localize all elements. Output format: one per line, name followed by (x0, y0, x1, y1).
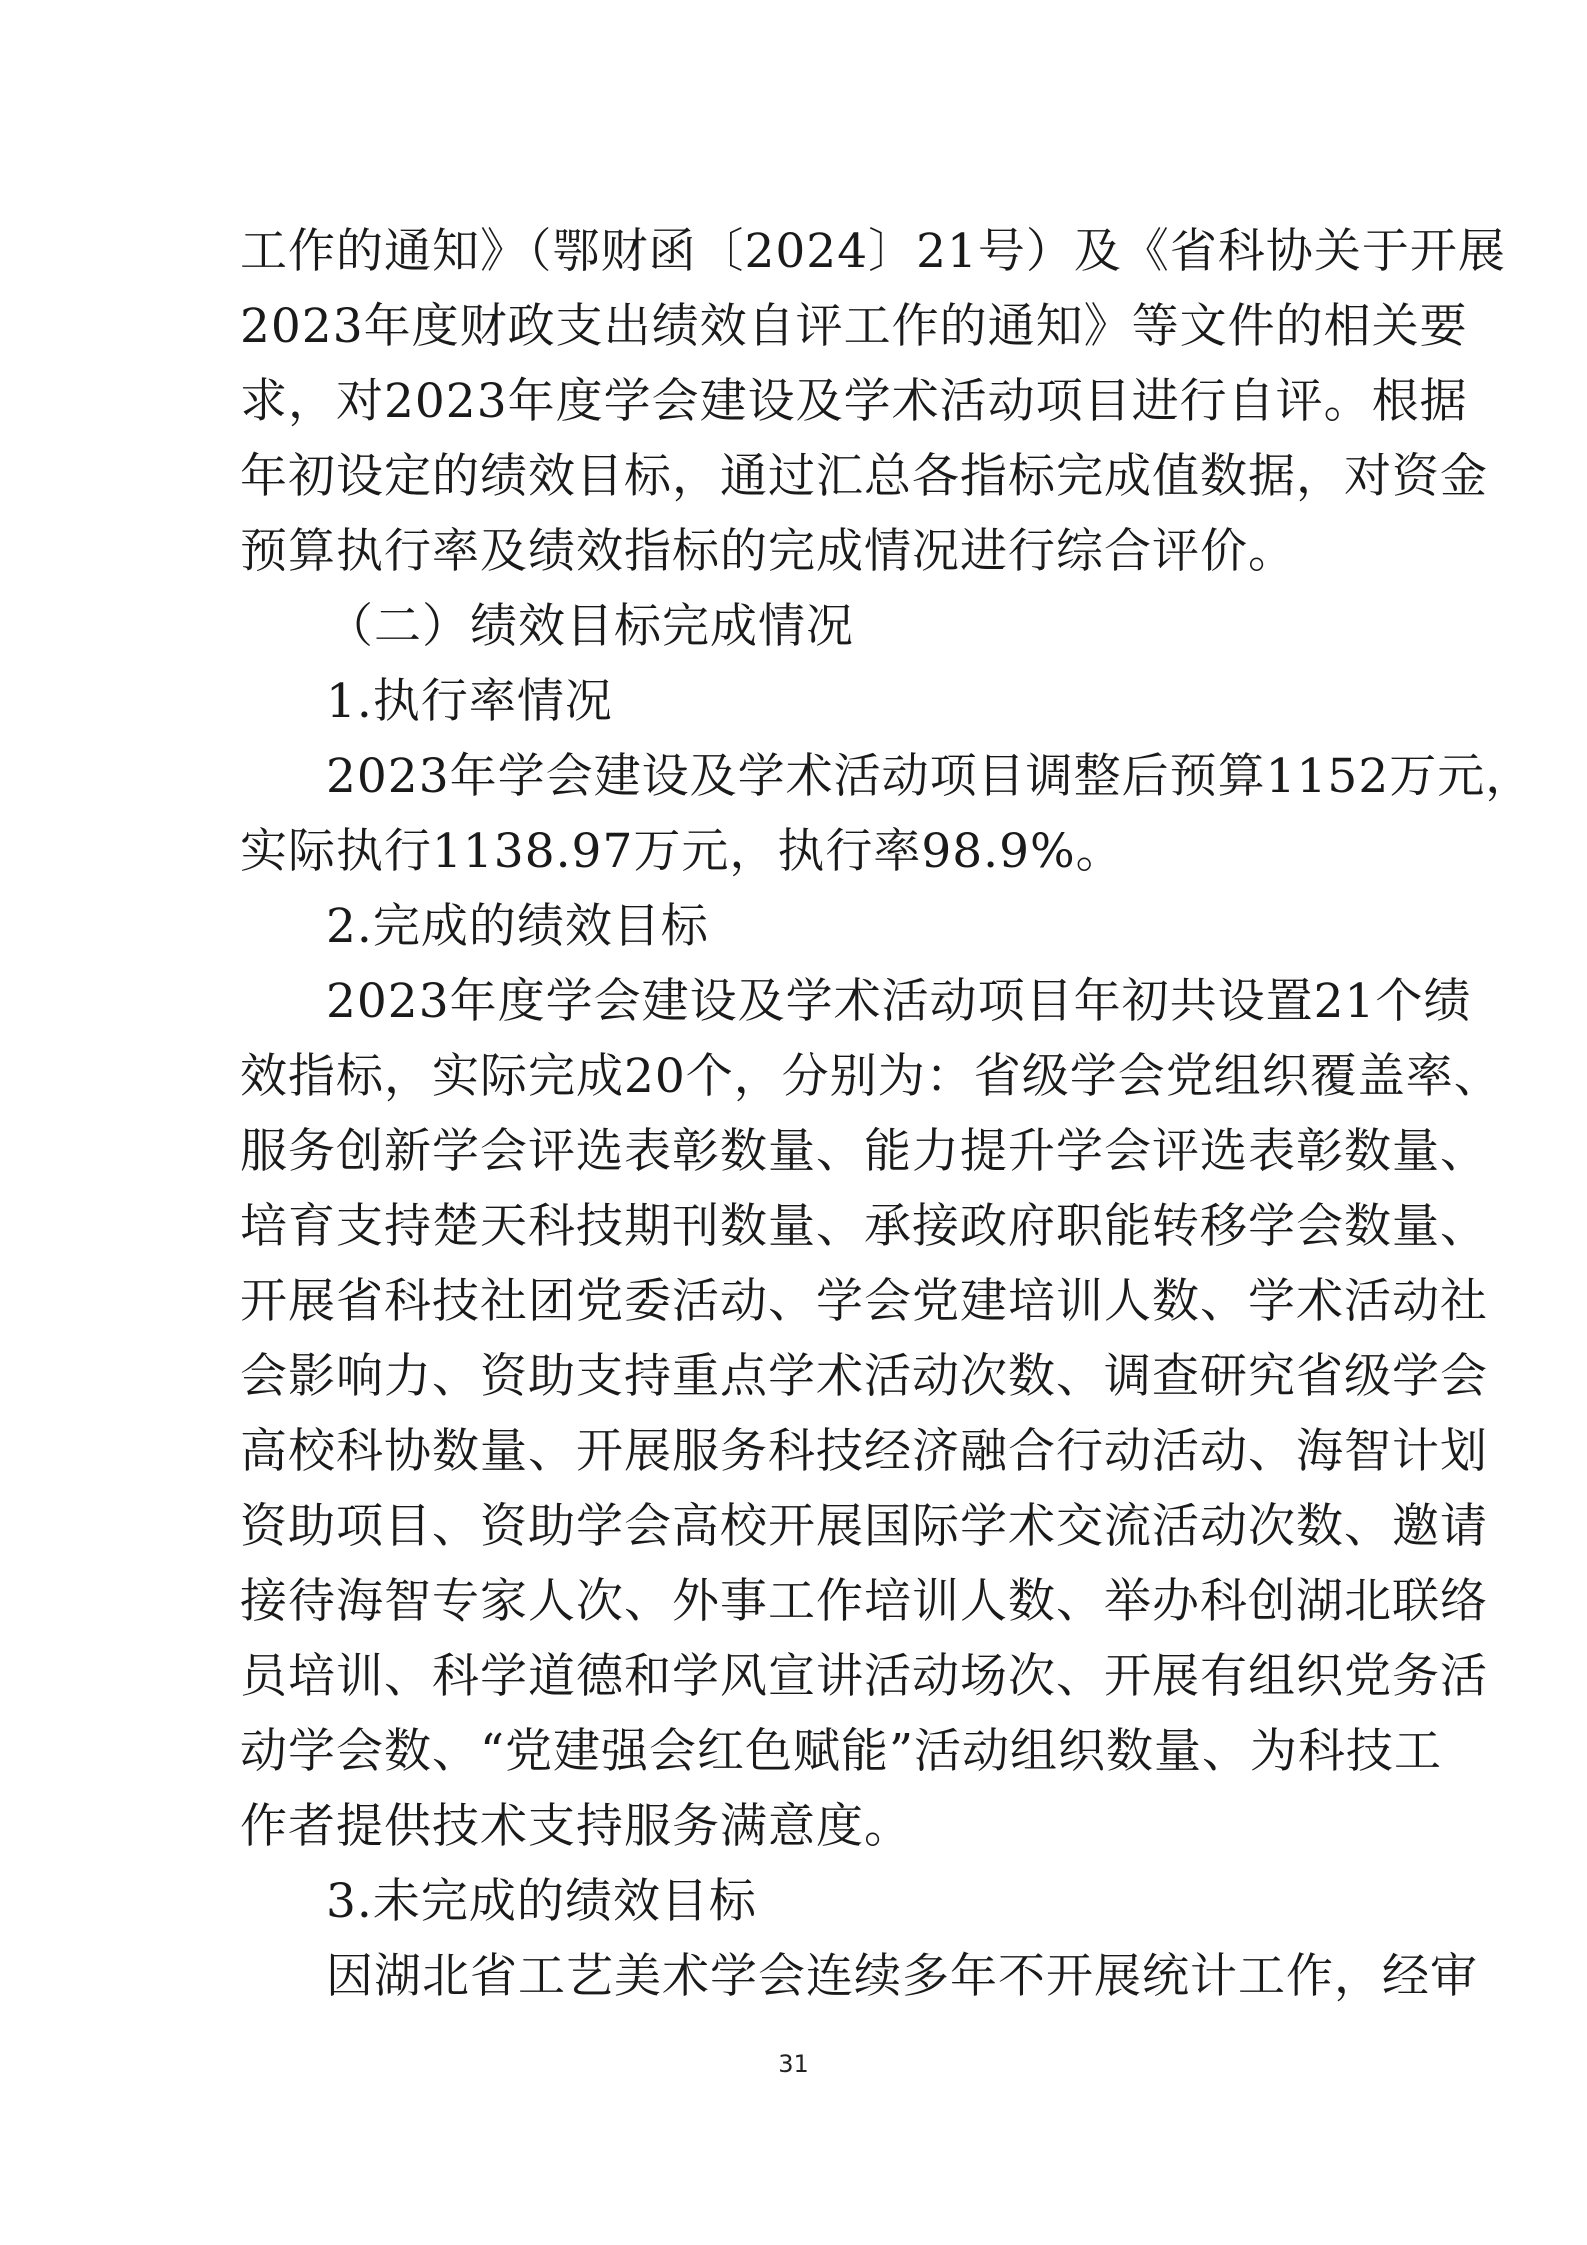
subsection-heading: 2.完成的绩效目标 (326, 899, 709, 954)
body-text-line: 2023年度学会建设及学术活动项目年初共设置21个绩 (326, 974, 1472, 1029)
body-text-line: 会影响力、资助支持重点学术活动次数、调查研究省级学会 (240, 1349, 1488, 1404)
body-text-line: 作者提供技术支持服务满意度。 (240, 1799, 912, 1854)
body-text-line: 年初设定的绩效目标，通过汇总各指标完成值数据，对资金 (240, 449, 1488, 504)
body-text-line: 2023年学会建设及学术活动项目调整后预算1152万元， (326, 749, 1534, 804)
body-text-line: 2023年度财政支出绩效自评工作的通知》等文件的相关要 (240, 299, 1468, 354)
body-text-line: 实际执行1138.97万元，执行率98.9%。 (240, 824, 1124, 879)
body-text-line: 服务创新学会评选表彰数量、能力提升学会评选表彰数量、 (240, 1124, 1488, 1179)
body-text-line: 培育支持楚天科技期刊数量、承接政府职能转移学会数量、 (240, 1199, 1488, 1254)
body-text-line: 开展省科技社团党委活动、学会党建培训人数、学术活动社 (240, 1274, 1488, 1329)
body-text-line: 接待海智专家人次、外事工作培训人数、举办科创湖北联络 (240, 1574, 1488, 1629)
body-text-line: 工作的通知》（鄂财函〔2024〕21号）及《省科协关于开展 (240, 224, 1506, 279)
body-text-line: 因湖北省工艺美术学会连续多年不开展统计工作，经审 (326, 1949, 1478, 2004)
subsection-heading: 3.未完成的绩效目标 (326, 1874, 757, 1929)
body-text-line: 资助项目、资助学会高校开展国际学术交流活动次数、邀请 (240, 1499, 1488, 1554)
body-text-line: 预算执行率及绩效指标的完成情况进行综合评价。 (240, 524, 1296, 579)
page-number: 31 (778, 2050, 809, 2078)
body-text-line: 员培训、科学道德和学风宣讲活动场次、开展有组织党务活 (240, 1649, 1488, 1704)
subsection-heading: 1.执行率情况 (326, 674, 613, 729)
body-text-line: 动学会数、“党建强会红色赋能”活动组织数量、为科技工 (240, 1724, 1443, 1779)
body-text-line: 高校科协数量、开展服务科技经济融合行动活动、海智计划 (240, 1424, 1488, 1479)
body-text-line: 效指标，实际完成20个，分别为：省级学会党组织覆盖率、 (240, 1049, 1502, 1104)
body-text-line: 求，对2023年度学会建设及学术活动项目进行自评。根据 (240, 374, 1468, 429)
section-heading: （二）绩效目标完成情况 (326, 599, 854, 654)
